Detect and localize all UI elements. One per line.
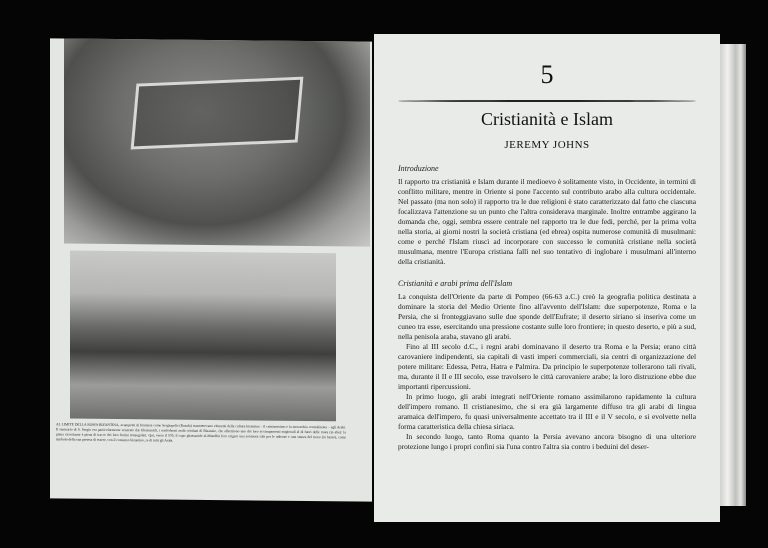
right-page [374, 34, 720, 522]
page-edges [720, 44, 746, 506]
chapter-title: Cristianità e Islam [481, 109, 613, 129]
chapter-author: JEREMY JOHNS [504, 139, 590, 151]
paragraph: Il rapporto tra cristianità e Islam durante il medioevo è solitamente visto, in Occidente, in termini di conflitto militare, mentre in Oriente si pone l'accento sul contributo arabo alla cultura occidentale. Nel passato (ma non solo) il rapporto tra le due religioni è stato caratterizzato dal fatto che ciascuna focalizzava l'attenzione su un punto che l'altra considerava marginale. Inoltre entrambe aggirano la domanda che, oggi, sembra essere centrale nel rapporto tra le due fedi, perché, per la prima volta nella storia, ai giorni nostri la società cristiana (ed ebrea) ospita numerose comunità di musulmani: come e perché l'Islam riuscì ad incorporare con successo le comunità cristiane nella società musulmana, mentre l'Europa cristiana fallì nel suo tentativo di inglobare i musulmani all'interno della cristianità. [398, 177, 696, 266]
paragraph: In secondo luogo, tanto Roma quanto la Persia avevano ancora bisogno di una ulteriore protezione lungo i propri confini sia l'una contro l'altra sia contro i beduini del deser- [398, 432, 696, 451]
fortress-walls [131, 77, 304, 150]
section-heading: Introduzione [398, 164, 439, 173]
ruins-photo [70, 251, 336, 422]
section-body [398, 177, 696, 267]
paragraph: La conquista dell'Oriente da parte di Pompeo (66-63 a.C.) creò la geografia politica destinata a dominare la storia del Medio Oriente fino all'avvento dell'Islam: due superpotenze, Roma e la Persia, che si fronteggiavano sulle due sponde dell'Eufrate; il deserto siriano si inseriva come un cuneo tra esse, esercitando una pressione costante sulle loro frontiere; in questo deserto, e più a sud, nella penisola araba, stavano gli arabi. [398, 292, 696, 341]
chapter-number: 5 [540, 60, 554, 89]
left-page [50, 38, 372, 501]
photo-caption: AL LIMITE DELLA ROMA BIZANTINA, avamposti di frontiera come Sergiopolis (Rusafa) trasmettevano elementi della cultura bizantina – il cristianesimo e la monarchia centralizzata – agli Arabi. Il santuario di S. Sergio era particolarmente venerato dai Ghassanidi, i confederati arabi cristiani di Bisanzio, che allestirono uno dei loro accampamenti stagionali al di fuori delle mura (in alto): la piana circostante è piena di tracce dei loro fortini rettangolari. Qui, verso il 570, il capo ghassanide al-Mundhir fece erigere una sontuosa sala per le udienze e una stanza del trono (in basso), come simbolo della sua pretesa di essere, con il consenso bizantino, re di tutti gli Arabi. [56, 422, 346, 443]
section-body [398, 292, 696, 452]
aerial-photo-sergiopolis [64, 38, 370, 246]
paragraph: In primo luogo, gli arabi integrati nell'Oriente romano assimilarono rapidamente la cultura dell'impero romano. Il cristianesimo, che si era già largamente diffuso tra gli arabi di lingua aramaica dell'impero, fu quasi universalmente accettato tra il III e il V secolo, e si evolvette nella forma caratteristica della chiesa siriaca. [398, 392, 696, 431]
section-heading: Cristianità e arabi prima dell'Islam [398, 279, 513, 288]
chapter-rule [398, 100, 696, 102]
paragraph: Fino al III secolo d.C., i regni arabi dominavano il deserto tra Roma e la Persia; erano città carovaniere indipendenti, sia capitali di vasti imperi commerciali, sia centri di organizzazione del potere militare: Edessa, Petra, Hatra e Palmira. Da principio le superpotenze tollerarono tali rivali, ma, durante il II e III secolo, esse travolsero le città carovaniere arabe; la loro distruzione ebbe due importanti ripercussioni. [398, 342, 696, 391]
